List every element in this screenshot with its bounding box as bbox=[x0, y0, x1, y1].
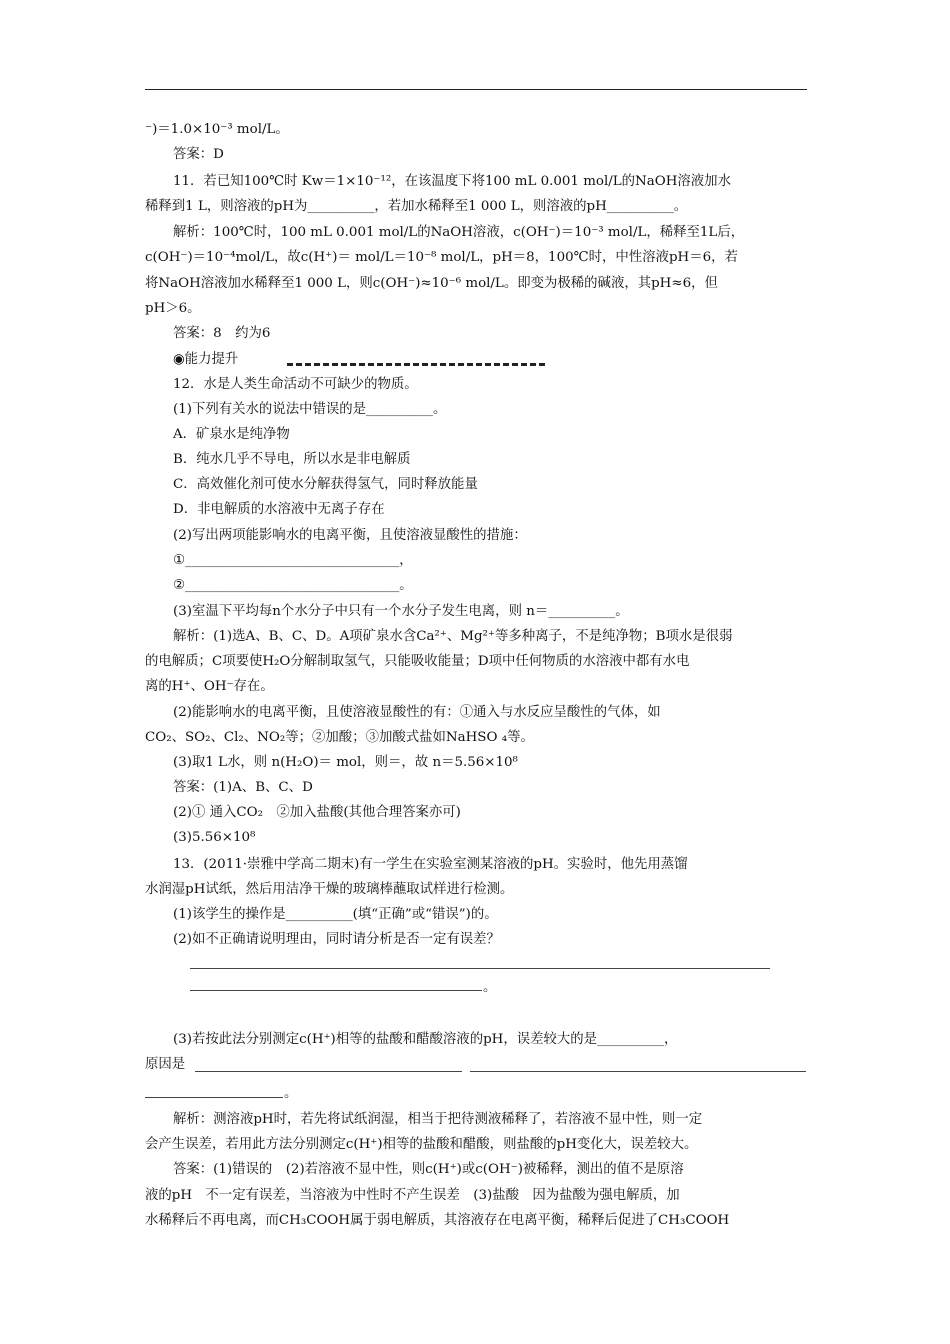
answer-blank-line bbox=[470, 1071, 806, 1072]
option-b: B．纯水几乎不导电，所以水是非电解质 bbox=[173, 452, 411, 467]
text-line: (3)5.56×10⁸ bbox=[173, 830, 256, 845]
text-line: 原因是 bbox=[145, 1057, 186, 1072]
text-line: 液的pH 不一定有误差，当溶液为中性时不产生误差 (3)盐酸 因为盐酸为强电解质，加 bbox=[145, 1188, 680, 1203]
answer-13: 答案：(1)错误的 (2)若溶液不显中性，则c(H⁺)或c(OH⁻)被稀释，测出的值不是原溶 bbox=[173, 1162, 684, 1177]
text-line: (2)① 通入CO₂ ②加入盐酸(其他合理答案亦可) bbox=[173, 805, 461, 820]
text-line: 。 bbox=[483, 980, 497, 995]
option-c: C．高效催化剂可使水分解获得氢气，同时释放能量 bbox=[173, 477, 478, 492]
text-line: 的电解质；C项要使H₂O分解制取氢气，只能吸收能量；D项中任何物质的水溶液中都有水电 bbox=[145, 654, 690, 669]
answer-blank-line bbox=[190, 968, 770, 969]
analysis-12: 解析：(1)选A、B、C、D。A项矿泉水含Ca²⁺、Mg²⁺等多种离子，不是纯净物；B项水是很弱 bbox=[173, 629, 733, 644]
answer-blank-line bbox=[190, 990, 482, 991]
text-line: CO₂、SO₂、Cl₂、NO₂等；②加酸；③加酸式盐如NaHSO ₄等。 bbox=[145, 730, 534, 745]
text-line: (3)取1 L水，则 n(H₂O)＝ mol，则＝，故 n＝5.56×10⁸ bbox=[173, 755, 518, 770]
section-divider bbox=[287, 363, 545, 366]
text-line: 水稀释后不再电离，而CH₃COOH属于弱电解质，其溶液存在电离平衡，稀释后促进了CH₃COOH bbox=[145, 1213, 730, 1228]
section-title: ◉能力提升 bbox=[173, 352, 239, 367]
text-line: (1)该学生的操作是__________(填“正确”或“错误”)的。 bbox=[173, 907, 498, 922]
blank-line-2: ②________________________________。 bbox=[173, 578, 413, 593]
text-line: (3)若按此法分别测定c(H⁺)相等的盐酸和醋酸溶液的pH，误差较大的是__________， bbox=[173, 1032, 678, 1047]
answer-10: 答案：D bbox=[173, 147, 224, 162]
text-line: (2)如不正确请说明理由，同时请分析是否一定有误差？ bbox=[173, 932, 500, 947]
text-line: ⁻)＝1.0×10⁻³ mol/L。 bbox=[145, 122, 289, 137]
analysis-11: 解析：100℃时，100 mL 0.001 mol/L的NaOH溶液，c(OH⁻)＝10⁻³ mol/L，稀释至1L后， bbox=[173, 225, 745, 240]
blank-line-1: ①________________________________， bbox=[173, 553, 413, 568]
question-11: 11．若已知100℃时 Kw＝1×10⁻¹²，在该温度下将100 mL 0.001 mol/L的NaOH溶液加水 bbox=[173, 174, 731, 189]
text-line: 会产生误差，若用此方法分别测定c(H⁺)相等的盐酸和醋酸，则盐酸的pH变化大，误差较大。 bbox=[145, 1137, 698, 1152]
text-line: (2)能影响水的电离平衡，且使溶液显酸性的有：①通入与水反应呈酸性的气体，如 bbox=[173, 705, 661, 720]
analysis-13: 解析：测溶液pH时，若先将试纸润湿，相当于把待测液稀释了，若溶液不显中性，则一定 bbox=[173, 1112, 703, 1127]
answer-12: 答案：(1)A、B、C、D bbox=[173, 780, 313, 795]
header-rule bbox=[145, 89, 807, 90]
answer-blank-line bbox=[195, 1071, 462, 1072]
text-line: 水润湿pH试纸，然后用洁净干燥的玻璃棒蘸取试样进行检测。 bbox=[145, 882, 514, 897]
text-line: (2)写出两项能影响水的电离平衡，且使溶液显酸性的措施： bbox=[173, 528, 527, 543]
text-line: (1)下列有关水的说法中错误的是__________。 bbox=[173, 402, 447, 417]
text-line: 将NaOH溶液加水稀释至1 000 L，则c(OH⁻)≈10⁻⁶ mol/L。即变为极稀的碱液，其pH≈6，但 bbox=[145, 276, 718, 291]
answer-blank-line bbox=[145, 1097, 283, 1098]
text-line: 稀释到1 L，则溶液的pH为__________，若加水稀释至1 000 L，则溶液的pH__________。 bbox=[145, 199, 688, 214]
option-a: A．矿泉水是纯净物 bbox=[173, 427, 290, 442]
answer-11: 答案：8 约为6 bbox=[173, 326, 271, 341]
text-line: pH＞6。 bbox=[145, 301, 201, 316]
text-line: 离的H⁺、OH⁻存在。 bbox=[145, 679, 274, 694]
text-line: 。 bbox=[284, 1086, 298, 1101]
text-line: c(OH⁻)＝10⁻⁴mol/L，故c(H⁺)＝ mol/L＝10⁻⁸ mol/L，pH＝8，100℃时，中性溶液pH＝6，若 bbox=[145, 250, 738, 265]
option-d: D．非电解质的水溶液中无离子存在 bbox=[173, 502, 385, 517]
question-13: 13．(2011·崇雅中学高二期末)有一学生在实验室测某溶液的pH。实验时，他先用蒸馏 bbox=[173, 857, 688, 872]
question-12: 12．水是人类生命活动不可缺少的物质。 bbox=[173, 377, 418, 392]
text-line: (3)室温下平均每n个水分子中只有一个水分子发生电离，则 n＝__________。 bbox=[173, 604, 629, 619]
